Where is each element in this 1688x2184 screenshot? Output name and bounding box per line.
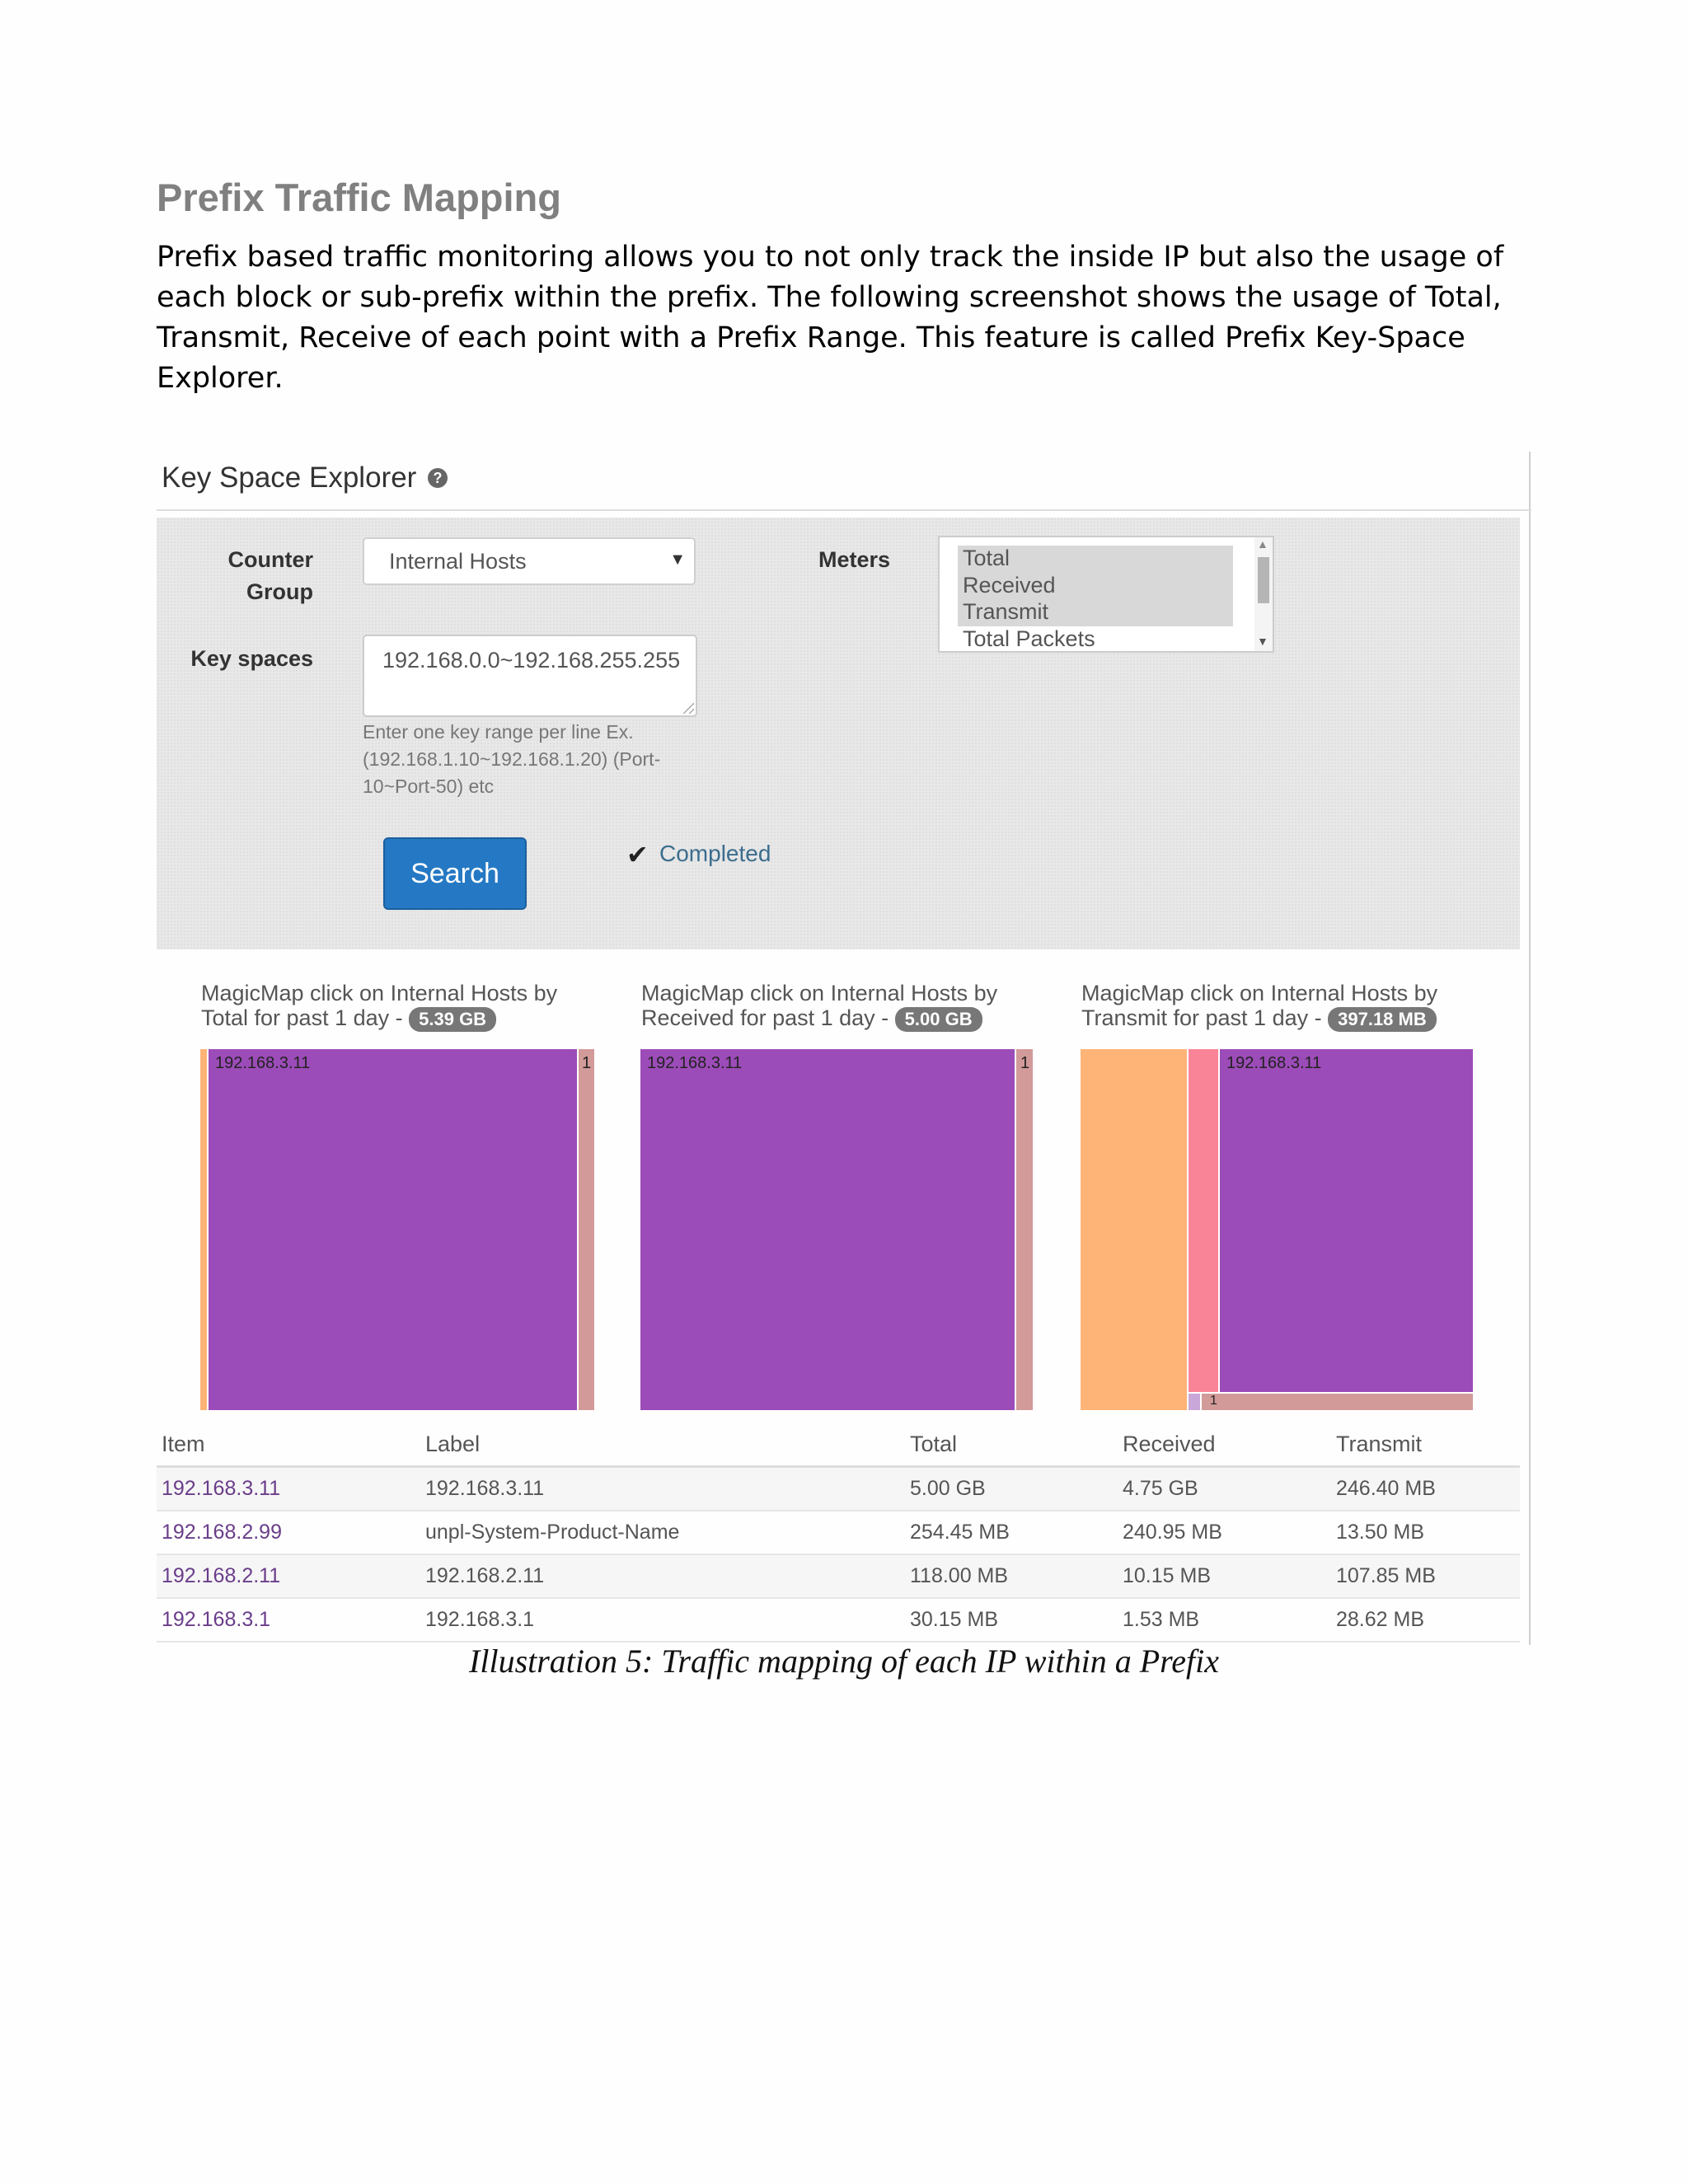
figure-caption: Illustration 5: Traffic mapping of each IP within a Prefix: [469, 1643, 1219, 1680]
table-cell: 1.53 MB: [1118, 1598, 1331, 1642]
meter-option-transmit[interactable]: Transmit: [963, 599, 1049, 624]
help-icon[interactable]: ?: [428, 468, 448, 488]
panel-title: Key Space Explorer: [162, 462, 417, 494]
table-cell: 254.45 MB: [905, 1511, 1118, 1554]
status-completed: Completed: [659, 841, 771, 866]
title-divider: [157, 509, 1531, 511]
item-link[interactable]: 192.168.2.99: [157, 1511, 420, 1554]
table-cell: unpl-System-Product-Name: [420, 1511, 905, 1554]
results-table: [157, 1422, 1520, 1643]
meters-listbox[interactable]: [938, 536, 1274, 653]
table-cell: 240.95 MB: [1118, 1511, 1331, 1554]
chevron-down-icon: ▼: [669, 551, 686, 569]
meters-scrollbar[interactable]: [1254, 537, 1273, 651]
meter-option-total-packets[interactable]: Total Packets: [963, 626, 1095, 651]
table-header-row: [157, 1422, 1520, 1467]
table-cell: 28.62 MB: [1331, 1598, 1520, 1642]
search-form-panel: [157, 518, 1520, 949]
meters-label: Meters: [818, 547, 890, 572]
search-button[interactable]: Search: [383, 837, 527, 910]
column-header-received[interactable]: Received: [1118, 1422, 1331, 1467]
scrollbar-thumb[interactable]: [1258, 557, 1269, 603]
item-link[interactable]: 192.168.2.11: [157, 1554, 420, 1598]
table-cell: 192.168.2.11: [420, 1554, 905, 1598]
table-cell: 10.15 MB: [1118, 1554, 1331, 1598]
total-volume-badge: 5.39 GB: [409, 1007, 496, 1032]
checkmark-icon: ✔: [626, 840, 649, 869]
table-cell: 246.40 MB: [1331, 1467, 1520, 1511]
magicmap-total: [199, 1048, 595, 1411]
transmit-volume-badge: 397.18 MB: [1328, 1007, 1437, 1032]
key-spaces-value: 192.168.0.0~192.168.255.255: [382, 648, 681, 673]
treemap-tile[interactable]: [1188, 1048, 1219, 1393]
magicmap-title-transmit: MagicMap click on Internal Hosts by Transmit for past 1 day - 397.18 MB: [1081, 981, 1438, 1030]
resize-grip-icon[interactable]: [682, 702, 694, 714]
treemap-tile[interactable]: [199, 1048, 208, 1411]
key-spaces-label: Key spaces: [190, 646, 313, 671]
table-cell: 13.50 MB: [1331, 1511, 1520, 1554]
key-spaces-help: Enter one key range per line Ex. (192.168.1.10~192.168.1.20) (Port-10~Port-50) etc: [363, 721, 661, 797]
table-cell: 118.00 MB: [905, 1554, 1118, 1598]
treemap-tile[interactable]: 1: [578, 1048, 595, 1411]
meter-option-total[interactable]: Total: [963, 546, 1010, 570]
table-cell: 4.75 GB: [1118, 1467, 1331, 1511]
table-row: [157, 1511, 1520, 1554]
treemap-tile[interactable]: 1: [1015, 1048, 1034, 1411]
item-link[interactable]: 192.168.3.11: [157, 1467, 420, 1511]
table-row: [157, 1467, 1520, 1511]
document-heading: Prefix Traffic Mapping: [157, 176, 561, 219]
scroll-down-icon[interactable]: ▼: [1257, 635, 1268, 648]
received-volume-badge: 5.00 GB: [895, 1007, 982, 1032]
column-header-item[interactable]: Item: [157, 1422, 420, 1467]
counter-group-select[interactable]: [363, 537, 696, 585]
screenshot-border: [1529, 452, 1531, 1645]
column-header-label[interactable]: Label: [420, 1422, 905, 1467]
table-cell: 30.15 MB: [905, 1598, 1118, 1642]
column-header-transmit[interactable]: Transmit: [1331, 1422, 1520, 1467]
table-row: [157, 1598, 1520, 1642]
treemap-tile-main[interactable]: 192.168.3.11: [640, 1048, 1015, 1411]
table-cell: 107.85 MB: [1331, 1554, 1520, 1598]
counter-group-value: Internal Hosts: [389, 549, 527, 574]
meter-option-received[interactable]: Received: [963, 573, 1056, 598]
key-spaces-textarea[interactable]: [363, 635, 697, 717]
magicmap-title-total: MagicMap click on Internal Hosts by Total for past 1 day - 5.39 GB: [201, 981, 558, 1030]
magicmap-transmit: [1080, 1048, 1474, 1411]
table-cell: 192.168.3.1: [420, 1598, 905, 1642]
magicmap-received: [640, 1048, 1034, 1411]
item-link[interactable]: 192.168.3.1: [157, 1598, 420, 1642]
treemap-tile-main[interactable]: 192.168.3.11: [208, 1048, 578, 1411]
treemap-tile[interactable]: 1: [1201, 1393, 1474, 1411]
treemap-tile[interactable]: [1188, 1393, 1201, 1411]
counter-group-label: Counter Group: [227, 547, 313, 604]
document-paragraph: Prefix based traffic monitoring allows you to not only track the inside IP but also the usage of each block or sub-prefix within the prefix. The following screenshot shows the usage of Total, Transmit, Receive of each point with a Prefix Range. This feature is called Prefix Key-Space Explorer.: [157, 241, 1504, 395]
treemap-tile[interactable]: [1080, 1048, 1188, 1411]
table-cell: 5.00 GB: [905, 1467, 1118, 1511]
scroll-up-icon[interactable]: ▲: [1257, 537, 1268, 551]
table-row: [157, 1554, 1520, 1598]
magicmap-title-received: MagicMap click on Internal Hosts by Received for past 1 day - 5.00 GB: [641, 981, 998, 1030]
treemap-tile-main[interactable]: 192.168.3.11: [1219, 1048, 1474, 1393]
table-cell: 192.168.3.11: [420, 1467, 905, 1511]
column-header-total[interactable]: Total: [905, 1422, 1118, 1467]
